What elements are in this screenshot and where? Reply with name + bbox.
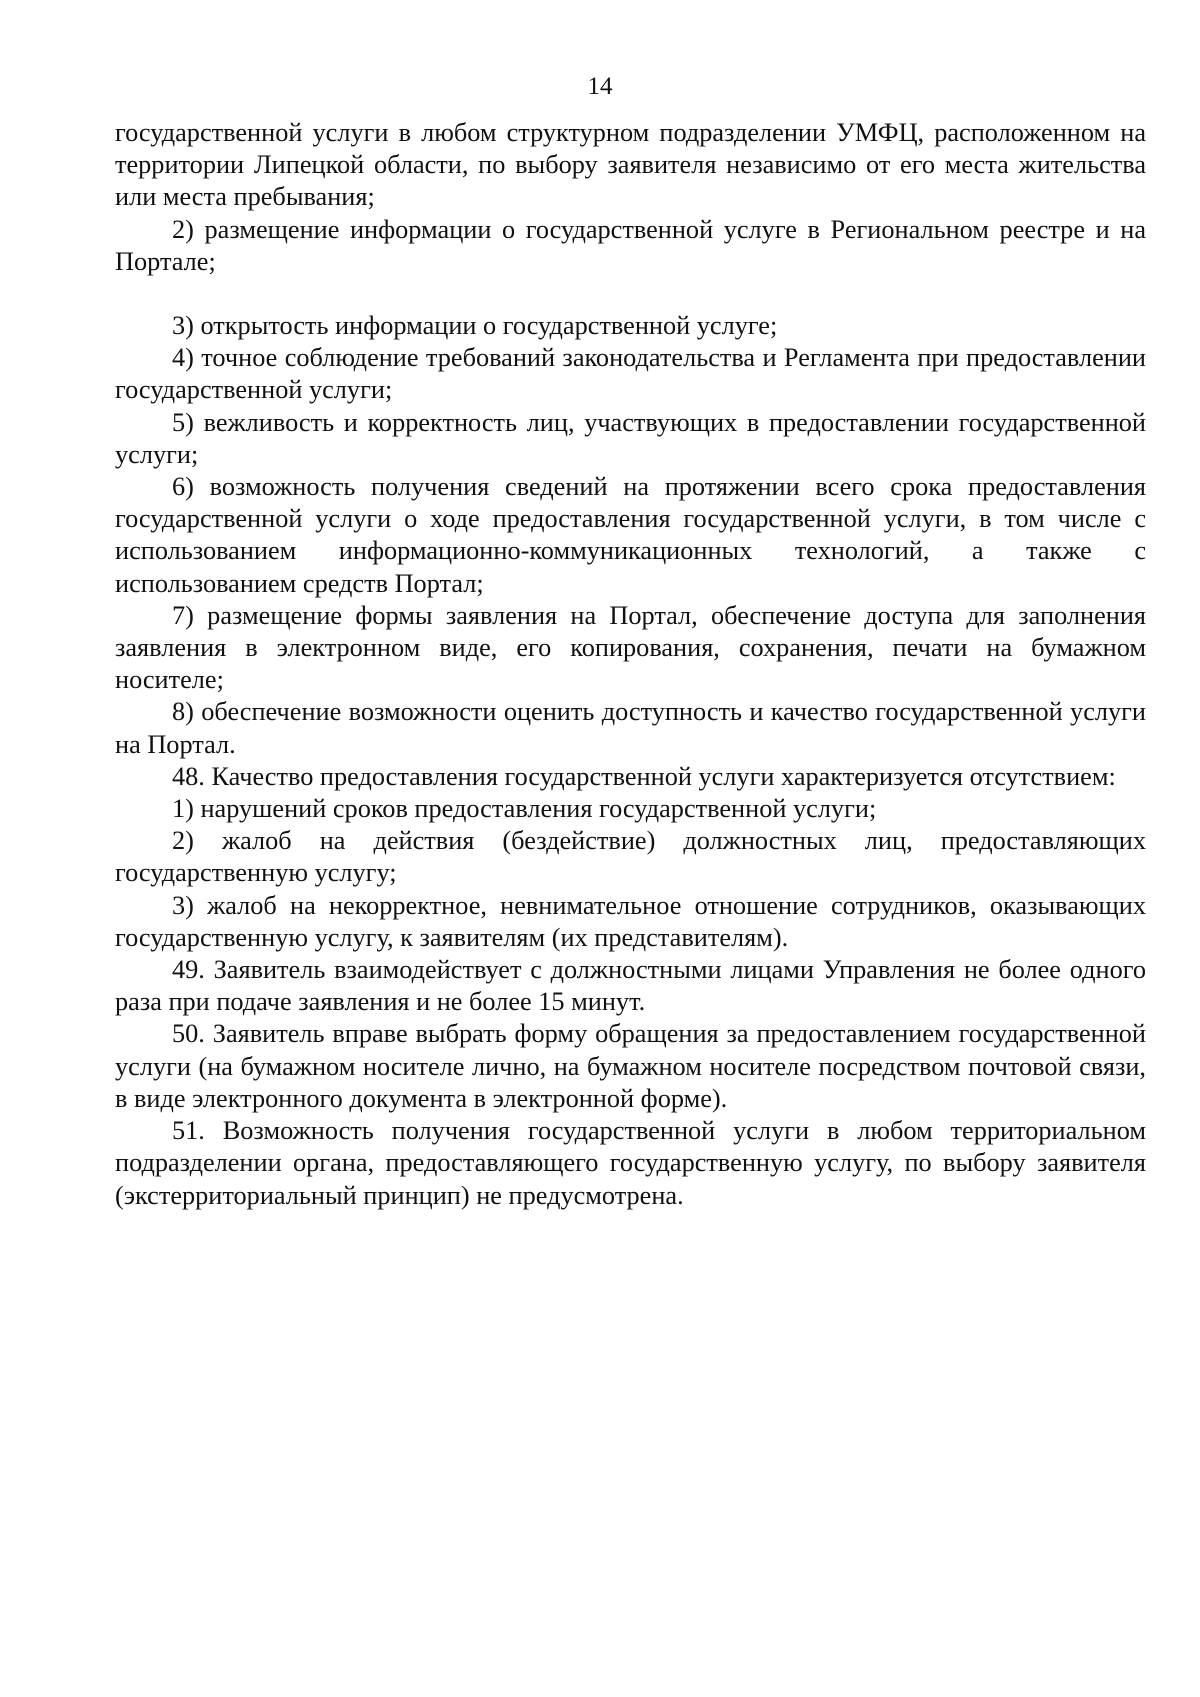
paragraph-clause-48-item-1: 1) нарушений сроков предоставления государственной услуги; (172, 794, 877, 824)
paragraph-item-3: 3) открытость информации о государственной услуге; (172, 311, 778, 341)
paragraph-item-5: 5) вежливость и корректность лиц, участвующих в предоставлении государственной услуги; (115, 407, 1146, 469)
paragraph-clause-48-item-3: 3) жалоб на некорректное, невнимательное отношение сотрудников, оказывающих государственную услугу, к заявителям (их представителям). (115, 890, 1146, 952)
paragraph-item-8: 8) обеспечение возможности оценить доступность и качество государственной услуги на Портал. (115, 697, 1146, 759)
paragraph-clause-48: 48. Качество предоставления государственной услуги характеризуется отсутствием: (172, 761, 1116, 791)
paragraph-clause-49: 49. Заявитель взаимодействует с должностными лицами Управления не более одного раза при подаче заявления и не более 15 минут. (115, 955, 1146, 1017)
page-number: 14 (587, 73, 613, 100)
paragraph-item-7: 7) размещение формы заявления на Портал, обеспечение доступа для заполнения заявления в электронном виде, его копирования, сохранения, печати на бумажном носителе; (115, 600, 1146, 695)
paragraph-clause-50: 50. Заявитель вправе выбрать форму обращения за предоставлением государственной услуги (на бумажном носителе лично, на бумажном носителе посредством почтовой связи, в виде электронного документа в электронной форме). (115, 1019, 1146, 1113)
paragraph-item-6: 6) возможность получения сведений на протяжении всего срока предоставления государственной услуги о ходе предоставления государственной услуги, в том числе с использованием информационно-коммуникационных технологий, а также с использованием средств Портал; (115, 472, 1146, 598)
paragraph-continuation: государственной услуги в любом структурном подразделении УМФЦ, расположенном на территории Липецкой области, по выбору заявителя независимо от его места жительства или места пребывания; (115, 118, 1146, 212)
paragraph-item-2: 2) размещение информации о государственной услуге в Региональном реестре и на Портале; (115, 214, 1146, 276)
paragraph-item-4: 4) точное соблюдение требований законодательства и Регламента при предоставлении государственной услуги; (115, 343, 1146, 405)
document-body (115, 117, 1146, 1212)
paragraph-clause-48-item-2: 2) жалоб на действия (бездействие) должностных лиц, предоставляющих государственную услугу; (115, 826, 1146, 888)
paragraph-clause-51: 51. Возможность получения государственной услуги в любом территориальном подразделении органа, предоставляющего государственную услугу, по выбору заявителя (экстерриториальный принцип) не предусмотрена. (115, 1116, 1146, 1210)
